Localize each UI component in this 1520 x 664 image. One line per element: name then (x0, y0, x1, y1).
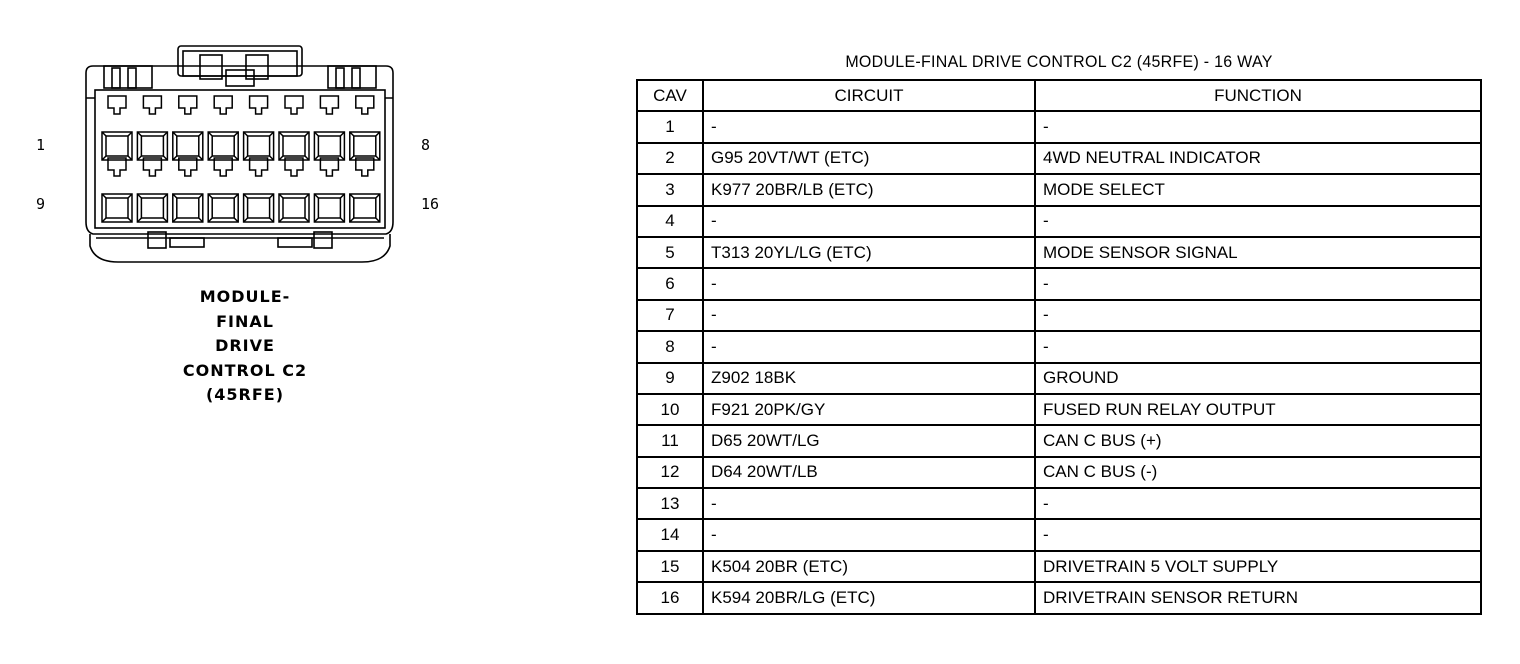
cell-cav: 5 (637, 237, 703, 268)
pin-cavity (102, 96, 132, 160)
cell-cav: 16 (637, 582, 703, 613)
pin-cavity (279, 158, 309, 222)
cell-cav: 3 (637, 174, 703, 205)
pin-cavity (314, 158, 344, 222)
cell-circuit: K977 20BR/LB (ETC) (703, 174, 1035, 205)
connector-face-diagram (0, 0, 520, 300)
table-row (637, 425, 1481, 456)
cell-function: 4WD NEUTRAL INDICATOR (1035, 143, 1481, 174)
cell-cav: 12 (637, 457, 703, 488)
caption-line: CONTROL C2 (182, 360, 308, 380)
table-row (637, 582, 1481, 613)
header-function: FUNCTION (1035, 80, 1481, 111)
pin-cavity (244, 96, 274, 160)
pin-cavity (137, 158, 167, 222)
table-row (637, 394, 1481, 425)
pin-cavity (350, 96, 380, 160)
cell-function: GROUND (1035, 363, 1481, 394)
pin-cavity (208, 96, 238, 160)
cell-circuit: T313 20YL/LG (ETC) (703, 237, 1035, 268)
cell-circuit: - (703, 300, 1035, 331)
cell-cav: 14 (637, 519, 703, 550)
cell-cav: 2 (637, 143, 703, 174)
cell-cav: 15 (637, 551, 703, 582)
table-row (637, 111, 1481, 142)
table-row (637, 206, 1481, 237)
pin-cavity-grid (102, 96, 380, 222)
cell-circuit: D64 20WT/LB (703, 457, 1035, 488)
pin-label-9: 9 (36, 195, 46, 213)
cell-function: - (1035, 268, 1481, 299)
pin-cavity (244, 158, 274, 222)
cell-function: - (1035, 488, 1481, 519)
header-circuit: CIRCUIT (703, 80, 1035, 111)
pin-cavity (102, 158, 132, 222)
cell-function: FUSED RUN RELAY OUTPUT (1035, 394, 1481, 425)
table-row (637, 457, 1481, 488)
cell-cav: 1 (637, 111, 703, 142)
cell-circuit: - (703, 268, 1035, 299)
cell-circuit: - (703, 111, 1035, 142)
pin-label-16: 16 (421, 195, 440, 213)
pinout-table (636, 79, 1482, 615)
cell-cav: 11 (637, 425, 703, 456)
cell-circuit: Z902 18BK (703, 363, 1035, 394)
table-row (637, 488, 1481, 519)
cell-function: - (1035, 331, 1481, 362)
table-row (637, 143, 1481, 174)
pin-cavity (350, 158, 380, 222)
cell-circuit: - (703, 206, 1035, 237)
cell-circuit: - (703, 331, 1035, 362)
cell-circuit: K594 20BR/LG (ETC) (703, 582, 1035, 613)
cell-circuit: F921 20PK/GY (703, 394, 1035, 425)
cell-cav: 10 (637, 394, 703, 425)
cell-function: - (1035, 300, 1481, 331)
table-header-row (637, 80, 1481, 111)
cell-function: MODE SENSOR SIGNAL (1035, 237, 1481, 268)
cell-function: - (1035, 111, 1481, 142)
cell-function: DRIVETRAIN 5 VOLT SUPPLY (1035, 551, 1481, 582)
cell-function: - (1035, 519, 1481, 550)
table-row (637, 551, 1481, 582)
pin-cavity (279, 96, 309, 160)
pin-cavity (137, 96, 167, 160)
caption-line: (45RFE) (205, 385, 285, 404)
cell-cav: 4 (637, 206, 703, 237)
caption-line: FINAL (216, 311, 274, 331)
pin-label-8: 8 (421, 136, 431, 154)
table-row (637, 237, 1481, 268)
cell-cav: 7 (637, 300, 703, 331)
caption-line: DRIVE (215, 336, 275, 355)
header-cav: CAV (637, 80, 703, 111)
cell-function: CAN C BUS (-) (1035, 457, 1481, 488)
cell-circuit: - (703, 519, 1035, 550)
connector-caption (150, 285, 340, 408)
pin-cavity (208, 158, 238, 222)
table-row (637, 363, 1481, 394)
pin-label-1: 1 (36, 136, 46, 154)
caption-line: MODULE- (199, 287, 291, 306)
cell-circuit: D65 20WT/LG (703, 425, 1035, 456)
pin-cavity (314, 96, 344, 160)
cell-cav: 6 (637, 268, 703, 299)
pin-cavity (173, 96, 203, 160)
pin-cavity (173, 158, 203, 222)
table-title: MODULE-FINAL DRIVE CONTROL C2 (45RFE) - 16 WAY (845, 52, 1273, 71)
cell-cav: 13 (637, 488, 703, 519)
table-row (637, 268, 1481, 299)
table-row (637, 519, 1481, 550)
cell-function: - (1035, 206, 1481, 237)
cell-circuit: G95 20VT/WT (ETC) (703, 143, 1035, 174)
table-row (637, 331, 1481, 362)
cell-cav: 9 (637, 363, 703, 394)
cell-function: MODE SELECT (1035, 174, 1481, 205)
table-row (637, 174, 1481, 205)
cell-function: DRIVETRAIN SENSOR RETURN (1035, 582, 1481, 613)
table-body (637, 111, 1481, 613)
cell-circuit: - (703, 488, 1035, 519)
table-row (637, 300, 1481, 331)
cell-circuit: K504 20BR (ETC) (703, 551, 1035, 582)
cell-cav: 8 (637, 331, 703, 362)
cell-function: CAN C BUS (+) (1035, 425, 1481, 456)
